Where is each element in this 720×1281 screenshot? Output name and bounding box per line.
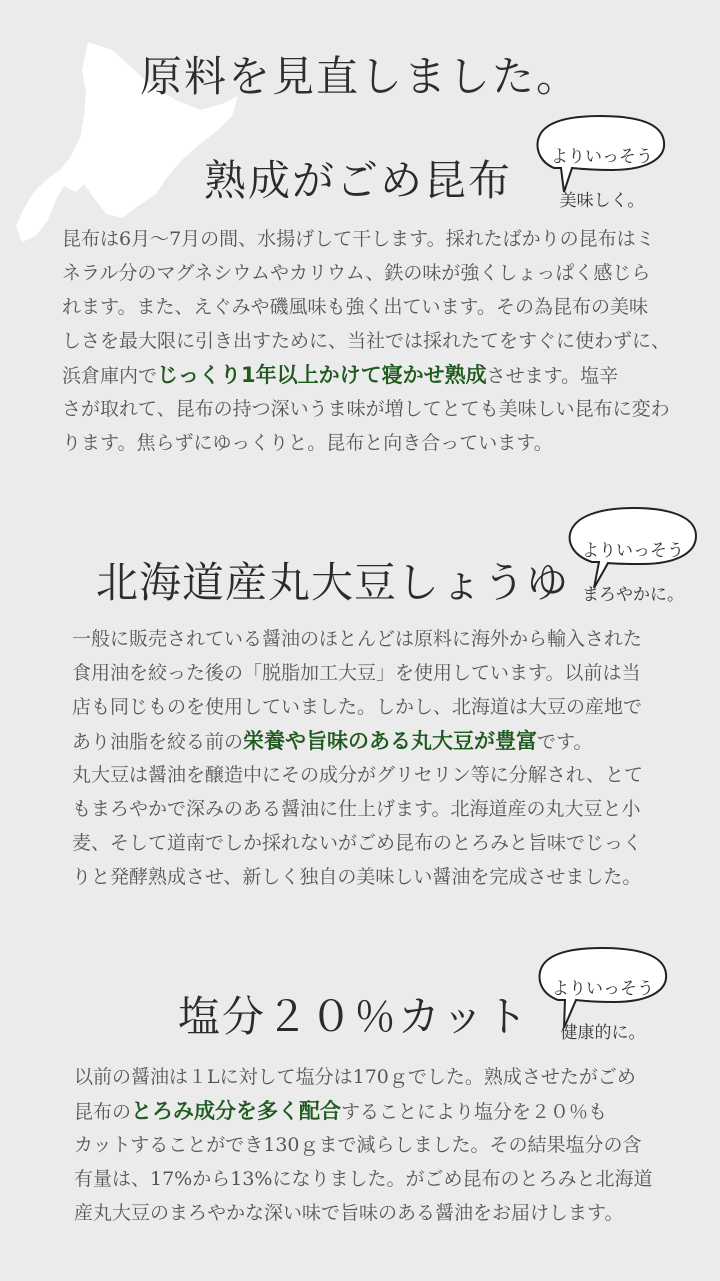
body-line: 食用油を絞った後の「脱脂加工大豆」を使用しています。以前は当 — [72, 662, 641, 684]
highlight-text: とろみ成分を多く配合 — [131, 1099, 342, 1123]
section-body — [72, 622, 643, 894]
body-line: 麦、そして道南でしか採れないがごめ昆布のとろみと旨味でじっく — [72, 832, 643, 854]
bubble-text: よりいっそう まろやかに。 — [582, 541, 684, 605]
highlight-text: じっくり1年以上かけて寝かせ熟成 — [157, 363, 487, 387]
section-title: 塩分２０％カット — [178, 992, 530, 1041]
body-line: もまろやかで深みのある醤油に仕上げます。北海道産の丸大豆と小 — [72, 798, 641, 820]
highlight-text: 栄養や旨味のある丸大豆が豊富 — [243, 729, 538, 753]
bubble-text: よりいっそう 健康的に。 — [552, 979, 654, 1043]
section-body — [74, 1060, 652, 1230]
bubble-text: よりいっそう 美味しく。 — [551, 147, 653, 211]
body-line: しさを最大限に引き出すために、当社では採れたてをすぐに使わずに、 — [62, 330, 671, 352]
body-line: 浜倉庫内でじっくり1年以上かけて寝かせ熟成させます。塩辛 — [62, 363, 619, 387]
body-line: 昆布のとろみ成分を多く配合することにより塩分を２０％も — [74, 1099, 608, 1123]
body-line: 産丸大豆のまろやかな深い味で旨味のある醤油をお届けします。 — [74, 1202, 624, 1224]
body-line: さが取れて、昆布の持つ深いうま味が増してとても美味しい昆布に変わ — [62, 398, 670, 420]
body-line: 昆布は6月～7月の間、水揚げして干します。採れたばかりの昆布はミ — [62, 228, 655, 250]
body-line: カットすることができ130ｇまで減らしました。その結果塩分の含 — [74, 1134, 642, 1156]
page-title: 原料を見直しました。 — [139, 52, 580, 101]
body-line: 一般に販売されている醤油のほとんどは原料に海外から輸入された — [72, 628, 643, 650]
body-line: りと発酵熟成させ、新しく独自の美味しい醤油を完成させました。 — [72, 866, 642, 888]
body-line: ります。焦らずにゆっくりと。昆布と向き合っています。 — [62, 432, 553, 454]
body-line: ネラル分のマグネシウムやカリウム、鉄の味が強くしょっぱく感じら — [62, 262, 651, 284]
section-title: 北海道産丸大豆しょうゆ — [96, 558, 570, 607]
section-title: 熟成がごめ昆布 — [204, 156, 513, 205]
body-line: 店も同じものを使用していました。しかし、北海道は大豆の産地で — [72, 696, 643, 718]
body-line: あり油脂を絞る前の栄養や旨味のある丸大豆が豊富です。 — [72, 729, 593, 753]
body-line: れます。また、えぐみや磯風味も強く出ています。その為昆布の美味 — [62, 296, 648, 318]
body-line: 有量は、17%から13%になりました。がごめ昆布のとろみと北海道 — [74, 1168, 653, 1190]
section-body — [62, 222, 670, 460]
body-line: 以前の醤油は１Lに対して塩分は170ｇでした。熟成させたがごめ — [74, 1066, 636, 1088]
body-line: 丸大豆は醤油を醸造中にその成分がグリセリン等に分解され、とて — [72, 764, 643, 786]
